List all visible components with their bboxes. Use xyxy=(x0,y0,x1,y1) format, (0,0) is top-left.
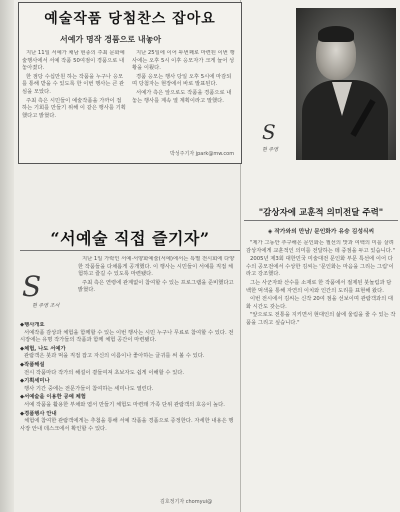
feature-logo: S xyxy=(22,270,42,303)
interview-body xyxy=(246,240,396,506)
top-headline: 예술작품 당첨찬스 잡아요 xyxy=(44,11,216,27)
top-article-col2 xyxy=(132,50,236,142)
paragraph: 2005년 제3회 대한민국 미술대전 문인화 부문 특선에 이어 다수의 공모전에서 수상한 김씨는 '문인화는 마음을 그리는 그림'이라고 강조했다. xyxy=(246,256,394,278)
scan-edge xyxy=(0,0,14,512)
paragraph: "앞으로도 전통을 지키면서 현대인의 삶에 울림을 줄 수 있는 작품을 그리고 싶습니다." xyxy=(246,312,396,326)
paragraph: 이번 전시에서 김씨는 신작 20여 점을 선보이며 관람객과의 대화 시간도 갖는다. xyxy=(246,296,394,310)
paragraph: 그는 사군자와 산수를 소재로 한 작품에서 절제된 붓놀림과 담백한 먹색을 통해 자연의 이치와 인간의 도리를 표현해 왔다. xyxy=(246,279,392,294)
photo-hair xyxy=(318,26,354,42)
signature-name: 현 주영 xyxy=(262,147,279,153)
paragraph: 경품 응모는 행사 당일 오후 5시에 마감되며 당첨자는 현장에서 바로 발표된다. xyxy=(132,73,232,88)
paragraph: 한 점당 수십만원 하는 작품을 누구나 응모를 통해 받을 수 있도록 한 이번 행사는 큰 관심을 모았다. xyxy=(22,73,125,95)
feature-byline: 김호정기자 chomyui@ xyxy=(160,499,213,505)
section-text: 관람객은 붓과 먹을 직접 잡고 자신의 이름이나 좋아하는 글귀를 써 볼 수 있다. xyxy=(24,353,205,360)
section-head: ◆작품해설 xyxy=(20,361,45,368)
section-head: ◆서예술을 이용한 공예 체험 xyxy=(20,394,86,401)
paragraph: 지난 11일 서예가 채남 현종의 주최 문화예술행사에서 서예 작품 50여점이 경품으로 내놓아졌다. xyxy=(22,50,125,72)
section-text: 서예 작품을 활용한 부채와 엽서 만들기 체험도 마련돼 가족 단위 관람객의 호응이 높다. xyxy=(24,401,225,408)
section-text: 전시 작품마다 작가의 해설이 곁들여져 초보자도 쉽게 이해할 수 있다. xyxy=(24,369,185,376)
section-head: ◆기획세미나 xyxy=(20,378,50,385)
paragraph: 지난 25일에 이어 두번째로 마련된 이번 행사에는 오후 5시 이후 응모자가 크게 늘어 성황을 이뤘다. xyxy=(132,50,235,72)
signature-logo: S xyxy=(262,120,276,144)
section-text: 행사 기간 중에는 전문가들이 참여하는 세미나도 열린다. xyxy=(24,385,154,392)
feature-logo-caption: 현 주영 조서 xyxy=(32,303,60,309)
paragraph: "제가 그동안 추구해온 문인화는 필선의 맛과 여백의 미를 살려 감상자에게 교훈적인 의미를 전달하는 데 중점을 두고 있습니다." xyxy=(246,240,395,254)
section-text: 서예작품 감상과 체험을 함께할 수 있는 이번 행사는 시민 누구나 무료로 참여할 수 있다. 전시장에는 유명 작가들의 작품과 함께 체험 공간이 마련됐다. xyxy=(20,329,234,344)
interview-title-rule xyxy=(244,220,398,221)
paragraph: 지난 1일 가락인 서예·서양화예술(서예)에서는 특별 전시회에 다양한 작품들을 다채롭게 공개했다. 이 행사는 시민들이 서예를 직접 체험하고 즐길 수 있도록 마련됐다. xyxy=(78,256,235,278)
feature-intro xyxy=(78,256,236,320)
section-head: ◆행사개요 xyxy=(20,322,45,328)
paragraph: 서예가 측은 앞으로도 작품을 경품으로 내놓는 행사를 계속 열 계획이라고 말했다. xyxy=(132,89,232,104)
feature-sections xyxy=(20,322,236,494)
feature-title-rule xyxy=(20,250,240,251)
section-head: ◆체험, 나도 서예가 xyxy=(20,345,66,352)
interview-title: "감상자에 교훈적 의미전달 주력" xyxy=(258,208,384,218)
paragraph: 주최 측은 시민들이 예술작품을 가까이 접하는 기회를 만들기 위해 이 같은 행사를 기획했다고 밝혔다. xyxy=(22,97,126,119)
top-article-byline: 박성주기자 jpark@mw.com xyxy=(170,151,235,157)
section-text: 체험에 참여한 관람객에게는 추첨을 통해 서예 작품을 경품으로 증정한다. 자세한 내용은 행사장 안내 데스크에서 확인할 수 있다. xyxy=(20,418,234,432)
interview-subtitle: ◈ 작가와의 만남/ 문인화가 유승 김성식씨 xyxy=(267,229,375,235)
section-head: ◆경품행사 안내 xyxy=(20,410,57,417)
paragraph: 주최 측은 연령에 관계없이 참여할 수 있는 프로그램을 준비했다고 밝혔다. xyxy=(78,279,234,294)
top-subheadline: 서예가 명작 경품으로 내놓아 xyxy=(60,35,162,44)
top-article-col1 xyxy=(22,50,126,150)
feature-title: “서예술 직접 즐기자” xyxy=(50,229,210,248)
